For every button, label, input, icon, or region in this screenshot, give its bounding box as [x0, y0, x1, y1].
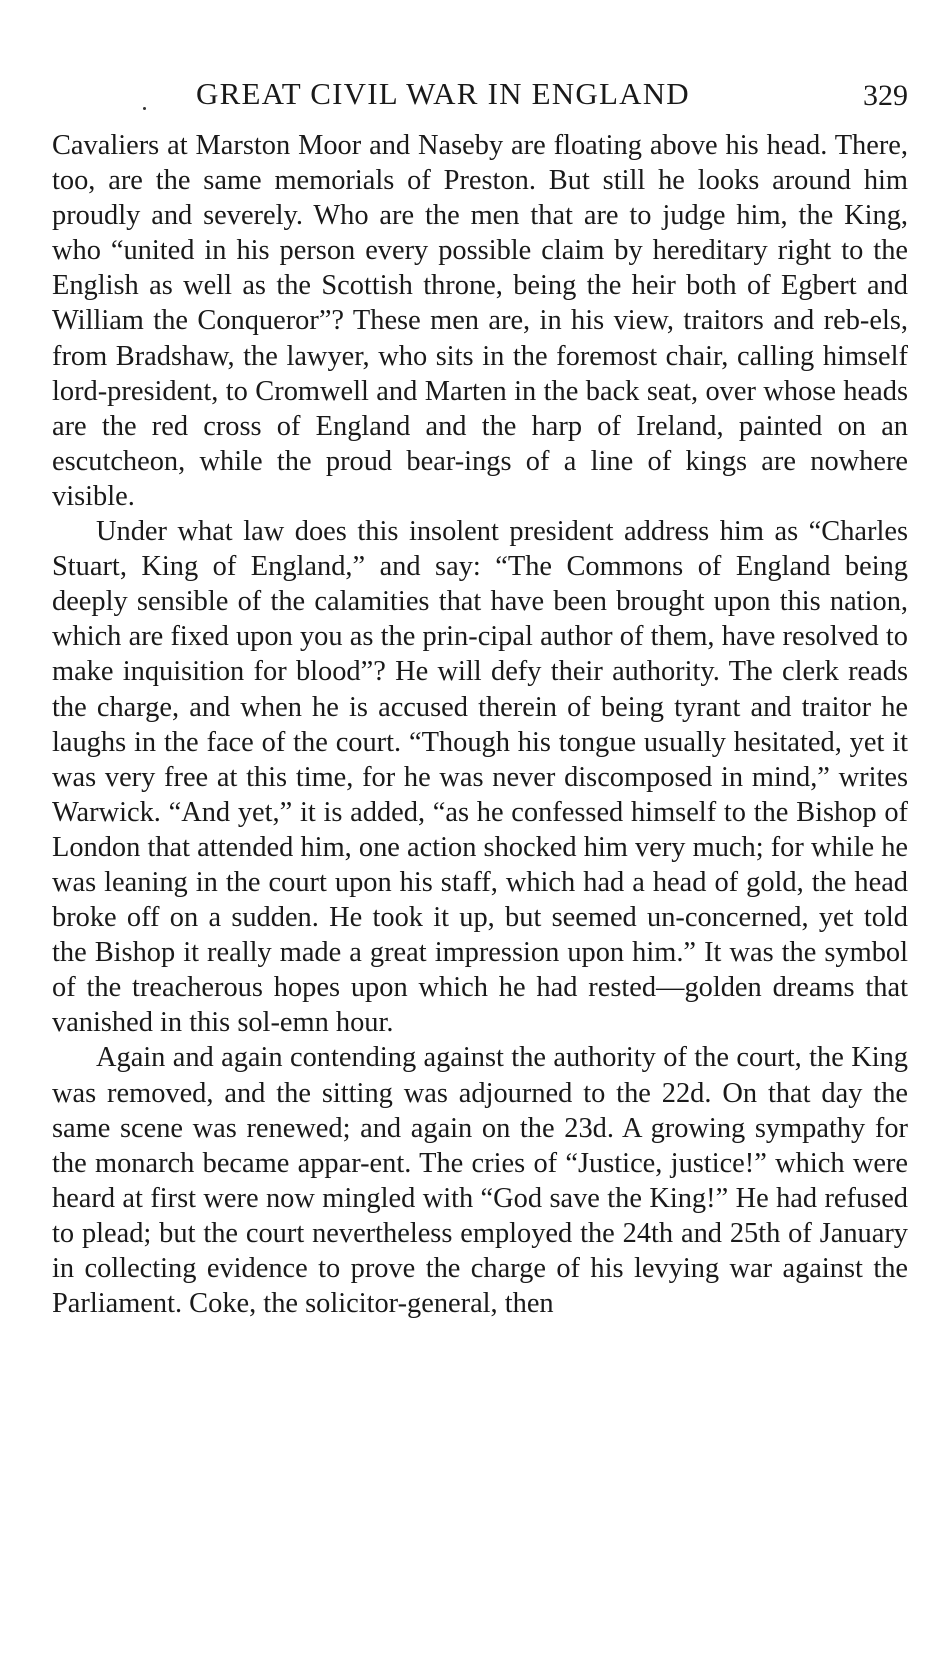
body-text	[52, 128, 908, 1321]
page-number: 329	[863, 79, 908, 112]
paragraph-3: Again and again contending against the authority of the court, the King was removed, and the sitting was adjourned to the 22d. On that day the same scene was renewed; and again on the 23d. A growing sympathy for the monarch became appar-ent. The cries of “Justice, justice!” which were heard at first were now mingled with “God save the King!” He had refused to plead; but the court nevertheless employed the 24th and 25th of January in collecting evidence to prove the charge of his levying war against the Parliament. Coke, the solicitor-general, then	[52, 1042, 908, 1320]
paragraph-2: Under what law does this insolent president address him as “Charles Stuart, King of England,” and say: “The Commons of England being deeply sensible of the calamities that have been brought upon this nation, which are fixed upon you as the prin-cipal author of them, have resolved to make inquisition for blood”? He will defy their authority. The clerk reads the charge, and when he is accused therein of being tyrant and traitor he laughs in the face of the court. “Though his tongue usually hesitated, yet it was very free at this time, for he was never discomposed in mind,” writes Warwick. “And yet,” it is added, “as he confessed himself to the Bishop of London that attended him, one action shocked him very much; for while he was leaning in the court upon his staff, which had a head of gold, the head broke off on a sudden. He took it up, but seemed un-concerned, yet told the Bishop it really made a great impression upon him.” It was the symbol of the treacherous hopes upon which he had rested—golden dreams that vanished in this sol-emn hour.	[52, 516, 908, 1039]
paragraph-1: Cavaliers at Marston Moor and Naseby are floating above his head. There, too, are the same memorials of Preston. But still he looks around him proudly and severely. Who are the men that are to judge him, the King, who “united in his person every possible claim by hereditary right to the English as well as the Scottish throne, being the heir both of Egbert and William the Conqueror”? These men are, in his view, traitors and reb-els, from Bradshaw, the lawyer, who sits in the foremost chair, calling himself lord-president, to Cromwell and Marten in the back seat, over whose heads are the red cross of England and the harp of Ireland, painted on an escutcheon, while the proud bear-ings of a line of kings are nowhere visible.	[52, 130, 908, 512]
running-head	[52, 74, 908, 114]
running-title: GREAT CIVIL WAR IN ENGLAND	[196, 76, 690, 111]
print-speck	[143, 107, 146, 110]
